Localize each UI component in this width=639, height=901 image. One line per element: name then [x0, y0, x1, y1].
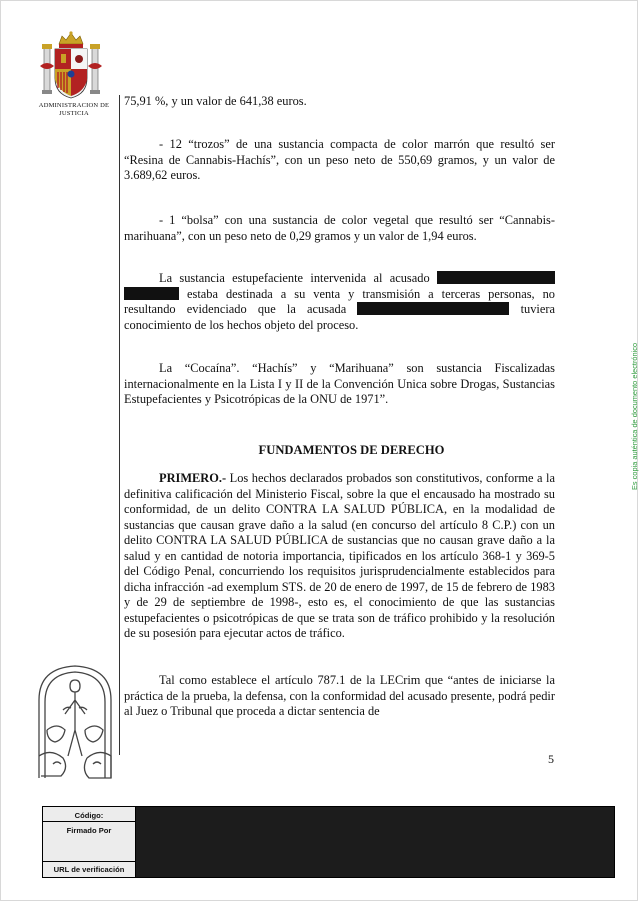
verification-footer: [42, 806, 615, 878]
code-label: Código:: [74, 811, 104, 820]
paragraph-primero-text: Los hechos declarados probados son constitutivos, conforme a la definitiva calificación del Ministerio Fiscal, sobre la que el encausado ha mostrado su conformidad, de un delito CONTRA LA SALUD PÚBLICA, en la modalidad de sustancias que causan grave daño a la salud (en concurso del artículo 8 C.P.) con un delito CONTRA LA SALUD PÚBLICA de sustancias que no causan grave daño a la salud y en cantidad de notoria importancia, tipificados en los artículo 368-1 y 369-5 del Código Penal, concurriendo los requisitos jurisprudencialmente establecidos para dicha infracción -ad exemplum STS. de 20 de enero de 1997, de 15 de febrero de 1983 y de 29 de septiembre de 1998-, esto es, el conocimiento de que las sustancias estupefacientes o psicotrópicas de que se trata son de tráfico prohibido y la resolución de su posesión para ejecutar actos de tráfico.: [124, 471, 556, 640]
institution-label: ADMINISTRACION DE JUSTICIA: [38, 102, 110, 117]
paragraph-item-hashish: - 12 “trozos” de una sustancia compacta de color marrón que resultó ser “Resina de Cannabis-Hachís”, con un peso neto de 550,69 gramos, y un valor de 3.689,62 euros.: [124, 137, 555, 182]
paragraph-lead: PRIMERO.-: [159, 471, 227, 485]
verification-url-label: URL de verificación: [53, 865, 125, 874]
justice-seal-logo: [33, 660, 118, 785]
paragraph-lecrim: Tal como establece el artículo 787.1 de la LECrim que “antes de iniciarse la práctica de la prueba, la defensa, con la conformidad del acusado presente, podrá pedir al Juez o Tribunal que proceda a dictar sentencia de: [124, 673, 555, 718]
paragraph-continuation: 75,91 %, y un valor de 641,38 euros.: [124, 94, 307, 108]
footer-divider: [43, 821, 135, 822]
redaction-block: [437, 271, 555, 284]
paragraph-text-a: La sustancia estupefaciente intervenida al acusado: [159, 271, 430, 285]
signed-by-label: Firmado Por: [66, 826, 112, 835]
margin-rule: [119, 95, 120, 755]
paragraph-text-c: tuviera conocimiento de los hechos objeto del proceso.: [124, 302, 555, 332]
footer-divider: [43, 861, 135, 862]
paragraph-substances-law: La “Cocaína”. “Hachís” y “Marihuana” son sustancia Fiscalizadas internacionalmente en la Lista I y II de la Convención Unica sobre Drogas, Sustancias Estupefacientes y Psicotrópicas de la ONU de 1971”.: [124, 361, 555, 406]
authenticity-note-text: Es copia auténtica de documento electrónico: [630, 342, 639, 490]
paragraph-item-marihuana: - 1 “bolsa” con una sustancia de color vegetal que resultó ser “Cannabis-marihuana”, con un peso neto de 0,29 gramos y un valor de 1,94 euros.: [124, 213, 555, 243]
coat-of-arms-logo: [38, 30, 104, 102]
section-heading: FUNDAMENTOS DE DERECHO: [258, 443, 445, 457]
redaction-block: [124, 287, 179, 300]
redaction-block: [357, 302, 509, 315]
paragraph-primero: [124, 471, 555, 642]
page-number: 5: [548, 752, 554, 766]
paragraph-substance-destination: [124, 271, 555, 333]
authenticity-note: [616, 340, 639, 490]
footer-labels: [43, 807, 136, 877]
paragraph-text-b: estaba destinada a su venta y transmisión a terceras personas, no resultando evidenciado que la acusada: [124, 286, 555, 316]
